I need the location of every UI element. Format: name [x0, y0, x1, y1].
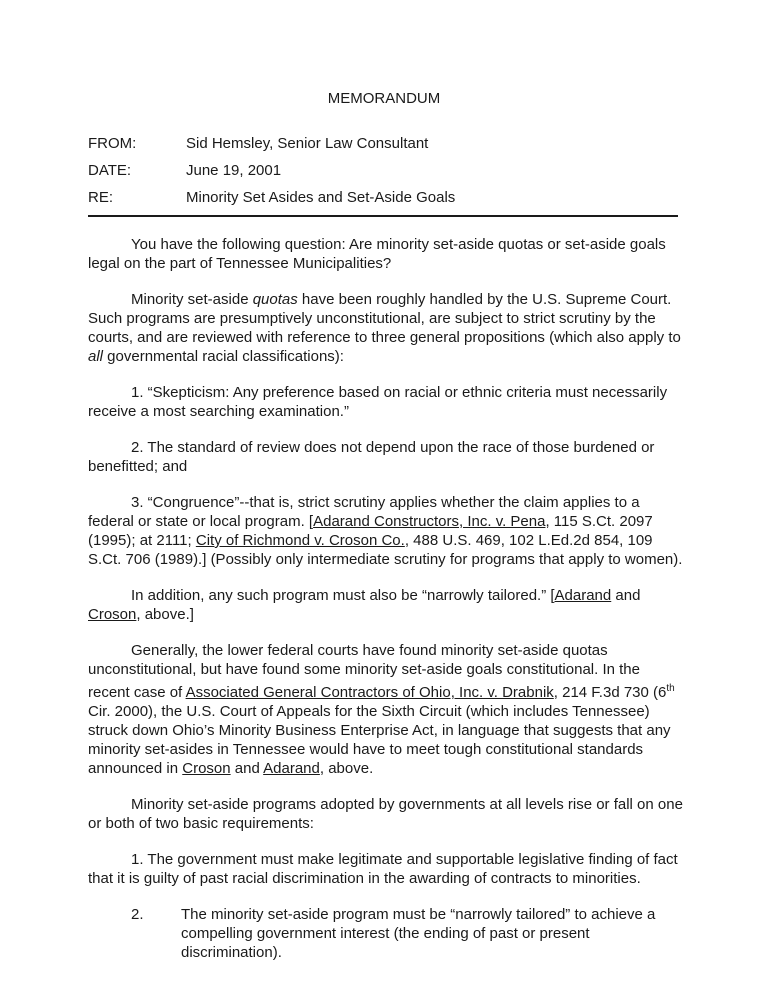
memo-body: [88, 235, 684, 962]
requirement-2: 2. The minority set-aside program must be “narrowly tailored” to achieve a compelling government interest (the ending of past or present discrimination).: [131, 906, 656, 961]
paragraph-lower-courts: Generally, the lower federal courts have found minority set-aside quotas unconstitutional, but have found some minority set-aside goals constitutional. In the recent case of Associated General Contractors of Ohio, Inc. v. Drabnik, 214 F.3d 730 (6th Cir. 2000), the U.S. Court of Appeals for the Sixth Circuit (which includes Tennessee) struck down Ohio’s Minority Business Enterprise Act, in language that suggests that any minority set-asides in Tennessee would have to meet tough constitutional standards announced in Croson and Adarand, above.: [88, 642, 675, 777]
date-label: DATE:: [88, 162, 132, 179]
case-drabnik: Associated General Contractors of Ohio, Inc. v. Drabnik: [185, 684, 554, 701]
date-row: [88, 162, 281, 179]
header-divider: [88, 215, 678, 217]
re-row: [88, 189, 455, 206]
requirement-1: 1. The government must make legitimate and supportable legislative finding of fact that it is guilty of past racial discrimination in the awarding of contracts to minorities.: [88, 851, 678, 887]
from-value: Sid Hemsley, Senior Law Consultant: [186, 135, 429, 152]
case-adarand: Adarand Constructors, Inc. v. Pena: [313, 513, 546, 530]
paragraph-quotas: Minority set-aside quotas have been roughly handled by the U.S. Supreme Court. Such programs are presumptively unconstitutional, are subject to strict scrutiny by the courts, and are reviewed with reference to three general propositions (which also apply to all governmental racial classifications):: [88, 291, 681, 365]
from-label: FROM:: [88, 135, 137, 152]
memo-title: MEMORANDUM: [327, 90, 441, 107]
re-value: Minority Set Asides and Set-Aside Goals: [186, 189, 456, 206]
paragraph-narrowly-tailored: In addition, any such program must also be “narrowly tailored.” [Adarand and Croson, above.]: [88, 587, 641, 623]
proposition-2: 2. The standard of review does not depend upon the race of those burdened or benefitted; and: [88, 439, 655, 475]
paragraph-requirements: Minority set-aside programs adopted by governments at all levels rise or fall on one or both of two basic requirements:: [88, 796, 683, 832]
proposition-1: 1. “Skepticism: Any preference based on racial or ethnic criteria must necessarily receive a most searching examination.”: [88, 384, 668, 420]
re-label: RE:: [88, 189, 114, 206]
proposition-3: 3. “Congruence”--that is, strict scrutiny applies whether the claim applies to a federal or state or local program. [Adarand Constructors, Inc. v. Pena, 115 S.Ct. 2097 (1995); at 2111; City of Richmond v. Croson Co., 488 U.S. 469, 102 L.Ed.2d 854, 109 S.Ct. 706 (1989).] (Possibly only intermediate scrutiny for programs that apply to women).: [88, 494, 683, 568]
case-croson: City of Richmond v. Croson Co.: [195, 532, 405, 549]
date-value: June 19, 2001: [186, 162, 282, 179]
paragraph-question: You have the following question: Are minority set-aside quotas or set-aside goals legal on the part of Tennessee Municipalities?: [88, 236, 666, 272]
from-row: [88, 135, 428, 152]
